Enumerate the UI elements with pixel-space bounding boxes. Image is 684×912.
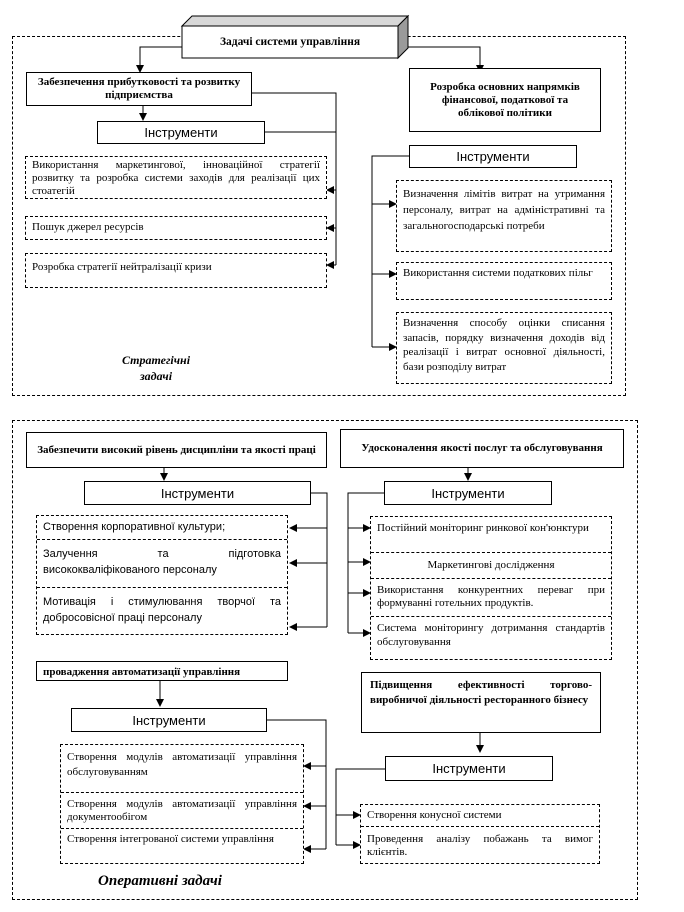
cone-system-item: Створення конусної системи	[361, 805, 599, 827]
tools-label-automation: Інструменти	[71, 708, 267, 732]
crisis-strategy-item: Розробка стратегії нейтралізації кризи	[25, 253, 327, 288]
tools-label-quality: Інструменти	[384, 481, 552, 505]
cost-limits-item: Визначення лімітів витрат на утримання персоналу, витрат на адміністративні та загальногосподарські потреби	[396, 180, 612, 252]
tools-label-policy: Інструменти	[409, 145, 577, 168]
discipline-items-group	[36, 515, 288, 635]
policy-title: Розробка основних напрямків фінансової, податкової та облікової політики	[409, 68, 601, 132]
system-tasks-title: Задачі системи управління	[219, 35, 361, 48]
strategic-caption-line-2: задачі	[139, 369, 173, 383]
efficiency-title: Підвищення ефективності торгово-виробничої діяльності ресторанного бізнесу	[361, 672, 601, 733]
tax-benefits-item: Використання системи податкових пільг	[396, 262, 612, 300]
client-analysis-item: Проведення аналізу побажань та вимог клієнтів.	[367, 833, 593, 858]
tools-label-discipline: Інструменти	[84, 481, 311, 505]
staff-training-item: Залучення та підготовка висококваліфікованого персоналу	[37, 540, 287, 588]
marketing-research-item: Маркетингові дослідження	[371, 553, 611, 579]
automation-title: провадження автоматизації управління	[36, 661, 288, 681]
service-automation-item: Створення модулів автоматизації управління обслуговуванням	[61, 745, 303, 793]
inventory-valuation-item: Визначення способу оцінки списання запасів, порядку визначення доходів від реалізації і витрат основної діяльності, бази розподілу витрат	[396, 312, 612, 384]
automation-items-group	[60, 744, 304, 864]
resource-search-item: Пошук джерел ресурсів	[25, 216, 327, 240]
document-automation-item: Створення модулів автоматизації управління документообігом	[61, 793, 303, 829]
corporate-culture-item: Створення корпоративної культури;	[37, 516, 287, 540]
profitability-title: Забезпечення прибутковості та розвитку підприємства	[26, 72, 252, 106]
marketing-strategy-item: Використання маркетингової, інноваційної стратегії розвитку та розробка системи заходів для реалізації цих стоатегій	[25, 156, 327, 199]
operational-caption: Оперативні задачі	[98, 873, 222, 889]
quality-items-group	[370, 516, 612, 660]
tools-label-efficiency: Інструменти	[385, 756, 553, 781]
strategic-caption	[116, 352, 196, 384]
efficiency-items-group	[360, 804, 600, 864]
competitive-advantage-item: Використання конкурентних переваг при формуванні готельних продуктів.	[371, 579, 611, 617]
motivation-item: Мотивація і стимулювання творчої та добросовісної праці персоналу	[43, 596, 281, 624]
market-monitoring-item: Постійний моніторинг ринкової кон'юнктури	[371, 517, 611, 553]
tools-label-profitability: Інструменти	[97, 121, 265, 144]
integrated-system-item: Створення інтегрованої системи управління	[67, 833, 274, 845]
service-standards-item: Система моніторингу дотримання стандартів обслуговування	[377, 622, 605, 648]
quality-title: Удосконалення якості послуг та обслуговування	[340, 429, 624, 468]
discipline-title: Забезпечити високий рівень дисципліни та якості праці	[26, 432, 327, 468]
strategic-caption-line-1: Стратегічні	[121, 353, 191, 367]
